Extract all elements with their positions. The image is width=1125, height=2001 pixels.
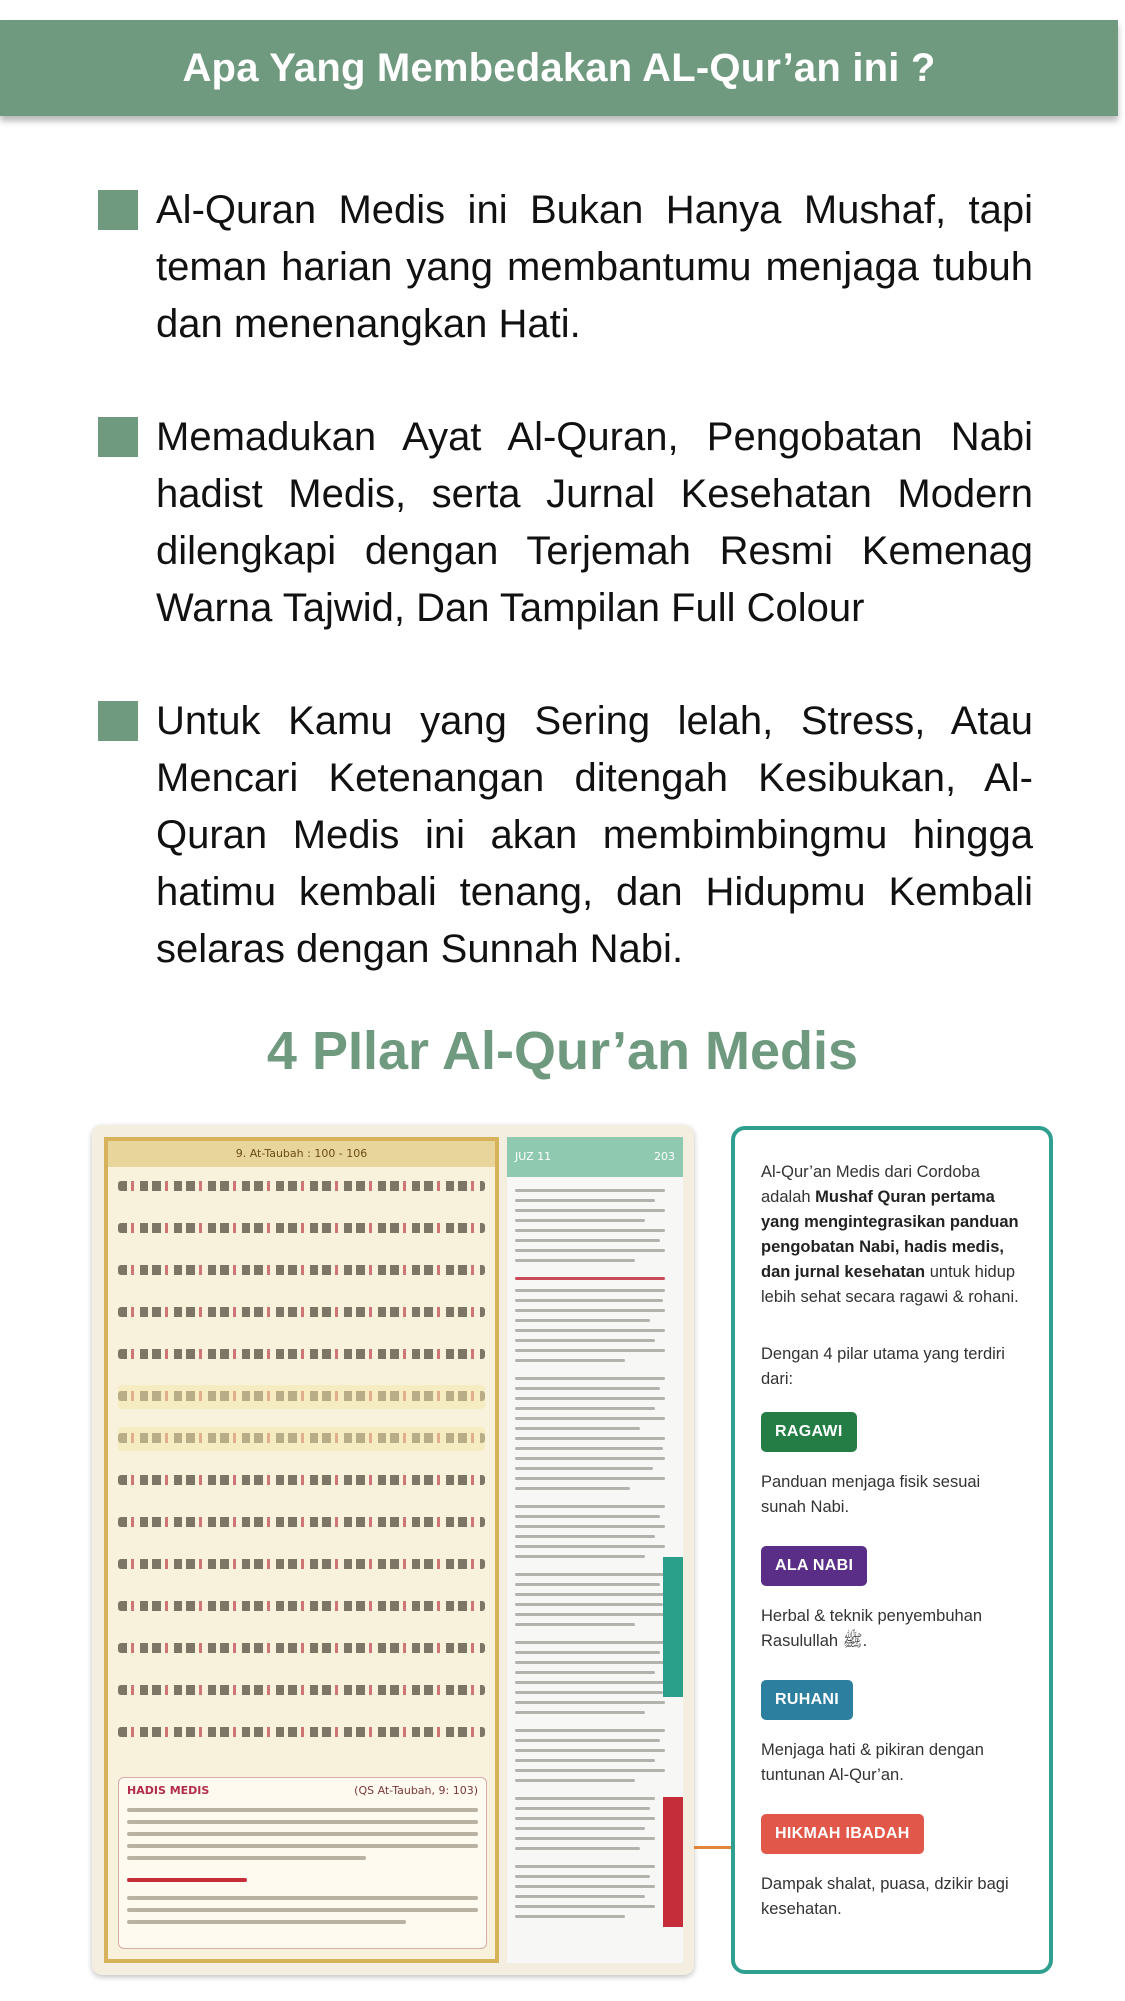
verse-line [118,1173,485,1201]
verse-line [118,1215,485,1243]
text-line [127,1908,478,1912]
arabic-text-page [104,1137,499,1963]
card-intro [761,1160,1025,1310]
bullet-item [98,409,1033,637]
bullet-list [98,182,1033,1034]
quran-page-preview-image [92,1125,694,1975]
card-intro-end: untuk hidup lebih sehat secara ragawi & rohani. [761,1263,1019,1306]
text-line [127,1896,478,1900]
pillar-desc-ruhani: Menjaga hati & pikiran dengan tuntunan Al-Qur’an. [761,1741,984,1784]
pillars-info-card [731,1126,1053,1974]
verse-line [118,1635,485,1663]
bullet-text: Memadukan Ayat Al-Quran, Pengobatan Nabi hadist Medis, serta Jurnal Kesehatan Modern dilengkapi dengan Terjemah Resmi Kemenag Warna Tajwid, Dan Tampilan Full Colour [156,415,1033,630]
section-title: 4 PIlar Al-Qur’an Medis [266,1021,859,1081]
arabic-verse-lines [118,1173,485,1761]
card-intro-adalah: adalah [761,1188,811,1206]
pillar-tag-ala-nabi: ALA NABI [761,1546,867,1586]
verse-line [118,1593,485,1621]
text-line [127,1820,478,1824]
text-line [127,1878,247,1882]
juz-header [507,1137,683,1177]
banner-title: Apa Yang Membedakan AL-Qur’an ini ? [182,45,936,90]
text-line [127,1808,478,1812]
verse-line [118,1299,485,1327]
card-pillars-intro: Dengan 4 pilar utama yang terdiri dari: [761,1345,1005,1388]
verse-line [118,1719,485,1747]
square-bullet-icon [98,417,138,457]
card-intro-bold: Mushaf Quran pertama yang mengintegrasikan panduan pengobatan Nabi, hadis medis, dan jurnal kesehatan [761,1188,1019,1281]
bullet-text: Untuk Kamu yang Sering lelah, Stress, Atau Mencari Ketenangan ditengah Kesibukan, Al-Quran Medis ini akan membimbingmu hingga hatimu kembali tenang, dan Hidupmu Kembali selaras dengan Sunnah Nabi. [156,699,1033,971]
verse-line [118,1383,485,1411]
hadis-medis-box [118,1777,487,1949]
translation-column [507,1137,683,1963]
pillar-desc-ala-nabi: Herbal & teknik penyembuhan Rasulullah ﷺ. [761,1607,983,1650]
header-banner [0,20,1118,116]
verse-line [118,1551,485,1579]
verse-line [118,1257,485,1285]
hikmah-ibadah-side-tab [663,1797,683,1927]
text-line [127,1832,478,1836]
bullet-item [98,182,1033,353]
verse-line [118,1425,485,1453]
pillar-desc-ragawi: Panduan menjaga fisik sesuai sunah Nabi. [761,1473,981,1516]
page-number: 203 [654,1150,675,1163]
card-intro-line1: Al-Qur’an Medis dari Cordoba [761,1163,980,1181]
pillar-tag-ruhani: RUHANI [761,1680,853,1720]
pillar-tag-hikmah-ibadah: HIKMAH IBADAH [761,1814,924,1854]
pillar-tag-ragawi: RAGAWI [761,1412,857,1452]
verse-line [118,1467,485,1495]
text-line [127,1920,406,1924]
verse-line [118,1341,485,1369]
juz-label: JUZ 11 [515,1150,552,1163]
text-line [127,1844,478,1848]
square-bullet-icon [98,701,138,741]
text-line [127,1856,366,1860]
pillar-desc-hikmah-ibadah: Dampak shalat, puasa, dzikir bagi kesehatan. [761,1875,1009,1918]
surah-header: 9. At-Taubah : 100 - 106 [108,1141,495,1167]
surah-side-tab [663,1557,683,1697]
bullet-text: Al-Quran Medis ini Bukan Hanya Mushaf, tapi teman harian yang membantumu menjaga tubuh dan menenangkan Hati. [156,188,1033,346]
bullet-item [98,693,1033,978]
square-bullet-icon [98,190,138,230]
hadis-reference: (QS At-Taubah, 9: 103) [354,1784,478,1797]
verse-line [118,1509,485,1537]
verse-line [118,1677,485,1705]
hadis-title: HADIS MEDIS [127,1784,210,1797]
